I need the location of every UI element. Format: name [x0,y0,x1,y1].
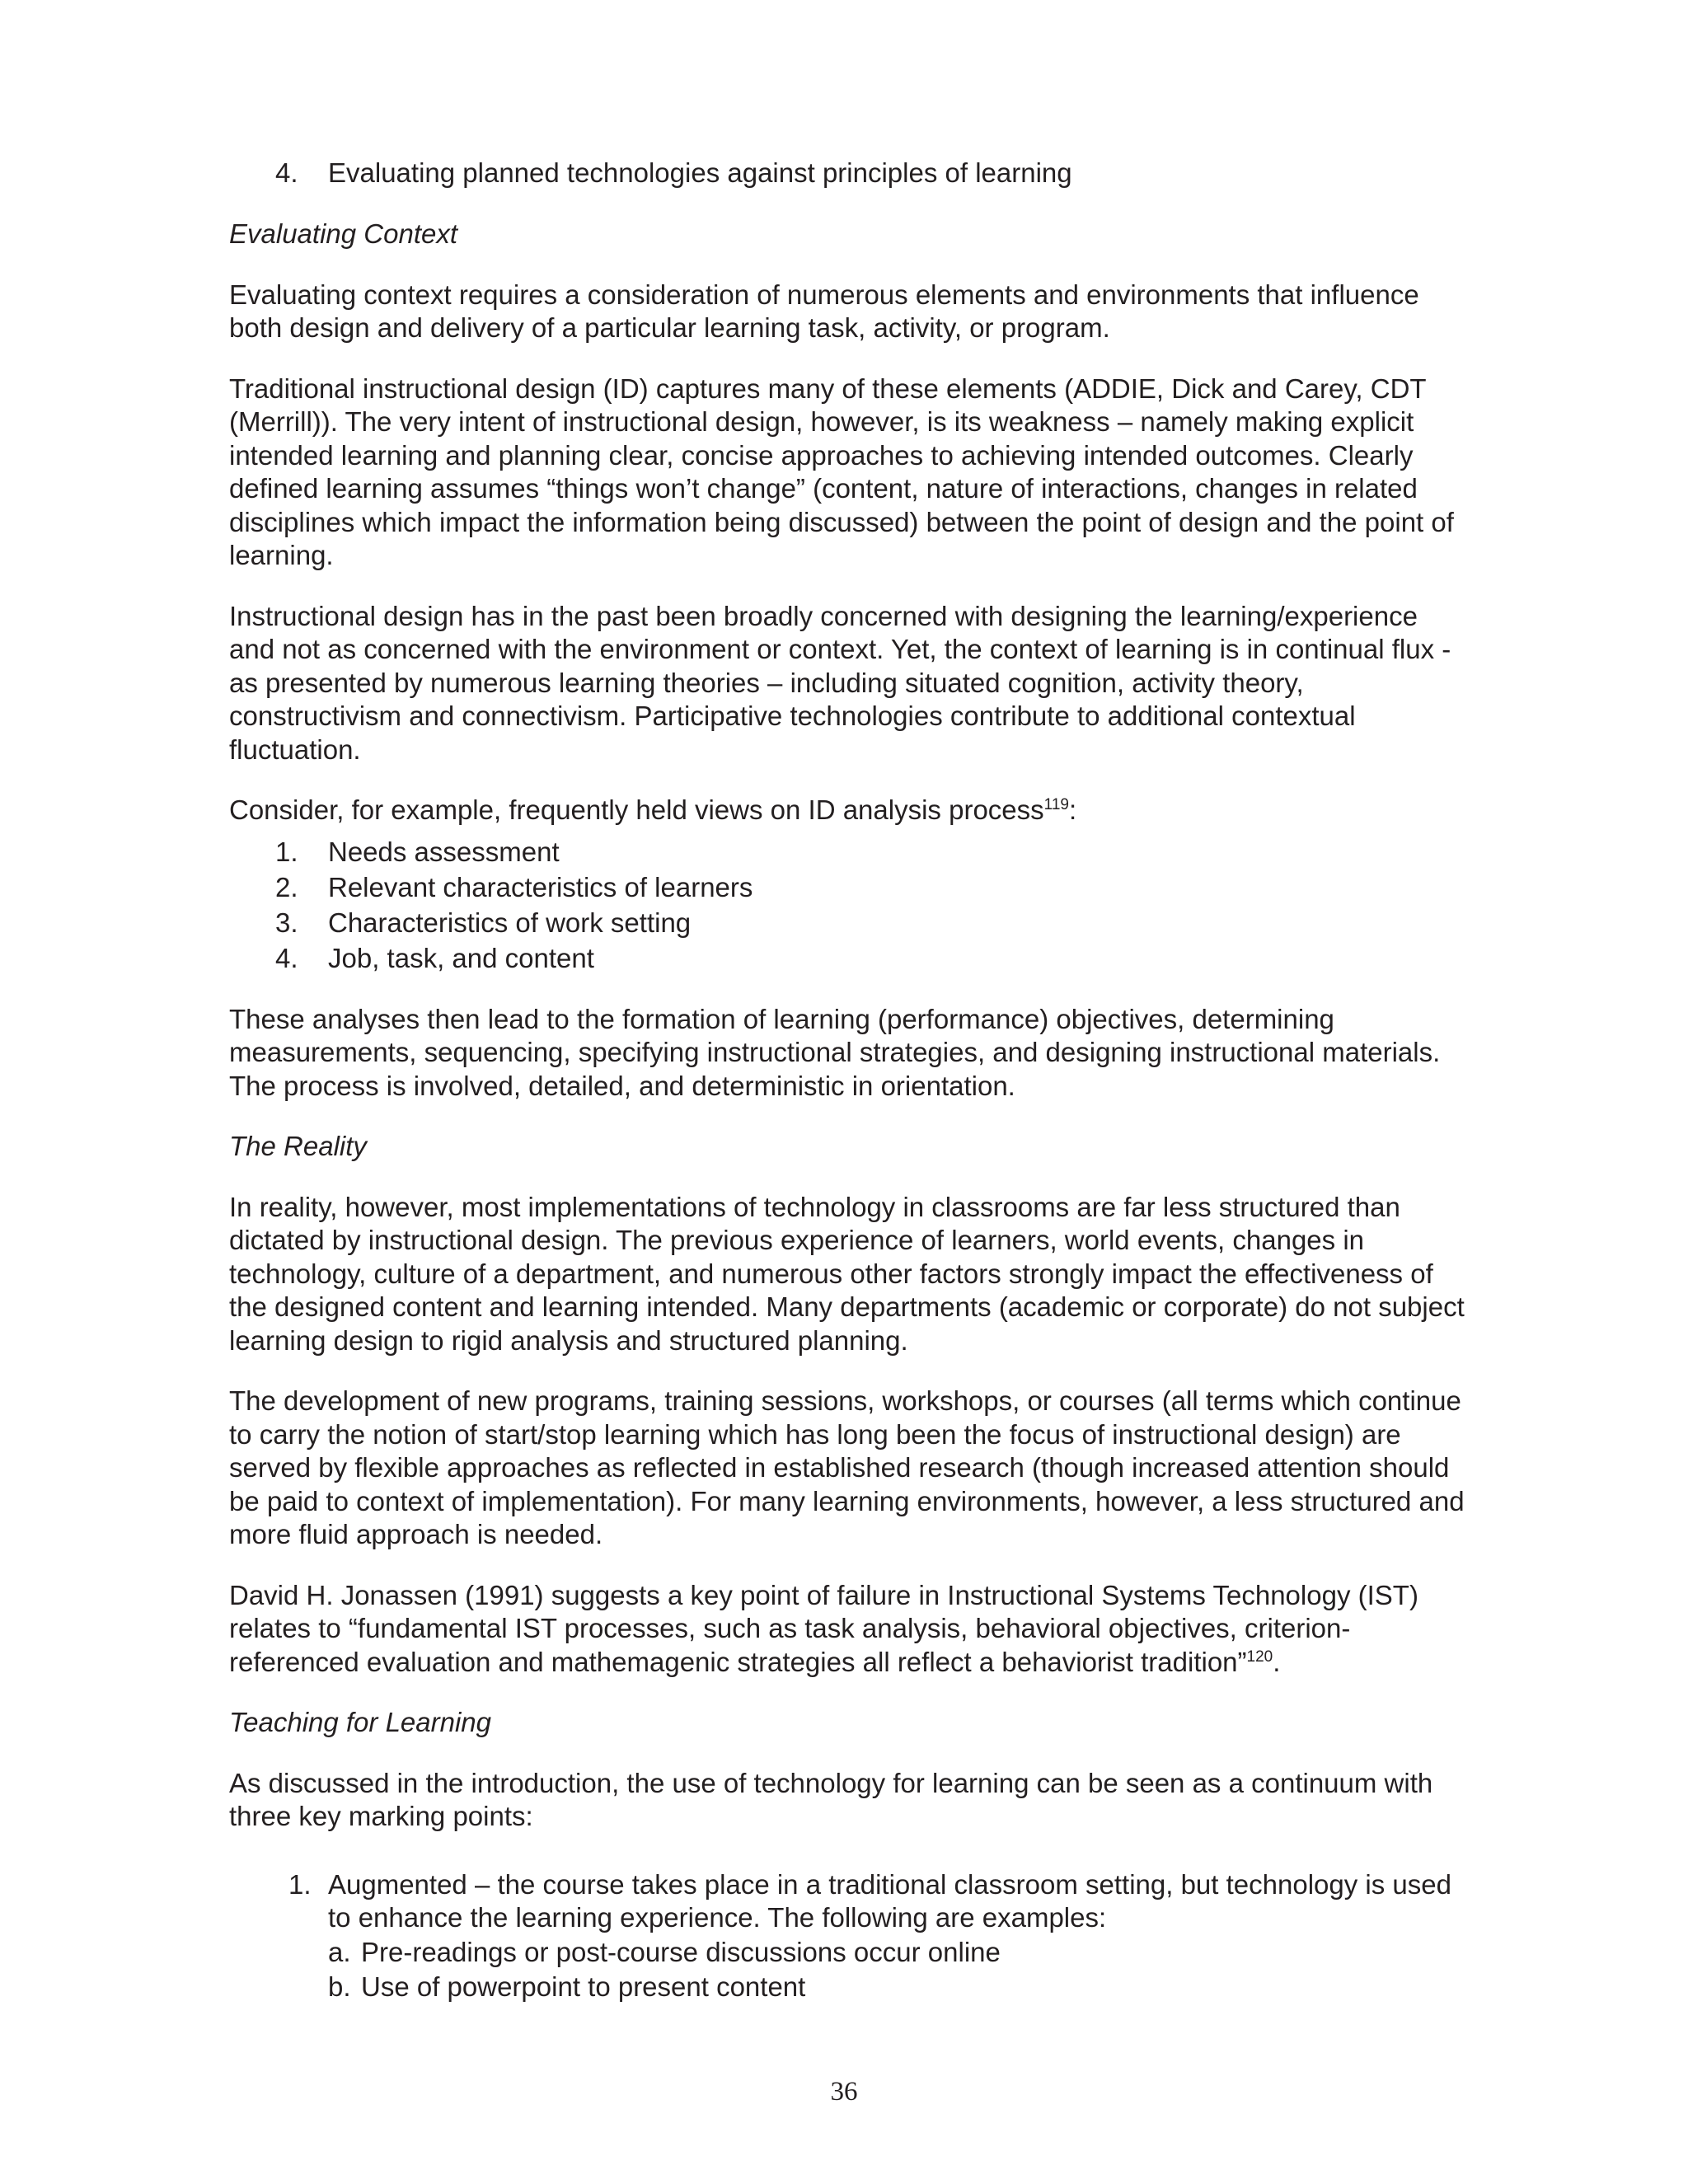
continuum-list [229,1868,1465,2004]
paragraph: Consider, for example, frequently held views on ID analysis process$^{119}$: [229,794,1077,825]
paragraph: Traditional instructional design (ID) captures many of these elements (ADDIE, Dick and Carey, CDT (Merrill)). The very intent of instructional design, however, is its weakness – namely making explicit intended learning and planning clear, concise approaches to achieving intended outcomes. Clearly defined learning assumes “things won’t change” (content, nature of interactions, changes in related disciplines which impact the information being discussed) between the point of design and the point of learning. [229,373,1454,570]
list-item: 4. Evaluating planned technologies against principles of learning [275,157,1072,188]
sub-list-item: b. Use of powerpoint to present content [328,1971,806,2002]
list-item: 3. Characteristics of work setting [275,907,692,938]
paragraph: As discussed in the introduction, the use of technology for learning can be seen as a continuum with three key marking points: [229,1767,1433,1831]
section-heading-the-reality: The Reality [229,1131,367,1161]
page-number: 36 [830,2077,858,2107]
list-item-text: Evaluating planned technologies against principles of learning [328,157,1072,188]
continued-list [229,155,1465,190]
section-heading-teaching-for-learning: Teaching for Learning [229,1707,492,1737]
paragraph: Evaluating context requires a consideration of numerous elements and environments that influence both design and delivery of a particular learning task, activity, or program. [229,279,1419,343]
paragraph: Instructional design has in the past been broadly concerned with designing the learning/experience and not as concerned with the environment or context. Yet, the context of learning is in continual flux - as presented by numerous learning theories – including situated cognition, activity theory, constructivism and connectivism. Participative technologies contribute to additional contextual fluctuation. [229,600,1451,765]
footnote-ref: 120 [1246,1647,1273,1666]
paragraph: David H. Jonassen (1991) suggests a key point of failure in Instructional Systems Technology (IST) relates to “fundamental IST processes, such as task analysis, behavioral objectives, criterion-referenced evaluation and mathemagenic strategies all reflect a behaviorist tradition”$^{120}$. [229,1579,1418,1677]
analysis-list [229,834,1465,976]
sub-list-item: a. Pre-readings or post-course discussions occur online [328,1936,1001,1967]
sub-list [328,1935,1465,2004]
paragraph: These analyses then lead to the formation of learning (performance) objectives, determining measurements, sequencing, specifying instructional strategies, and designing instructional materials. The process is involved, detailed, and deterministic in orientation. [229,1003,1441,1101]
list-item: 4. Job, task, and content [275,942,594,973]
list-item: 1. Augmented – the course takes place in a traditional classroom setting, but technology is used to enhance the learning experience. The following are examples: a. Pre-readings or post-course discussions occur online b. Use of powerpoint to present content [229,1868,1465,2004]
list-item: 2. Relevant characteristics of learners [275,871,753,902]
paragraph: In reality, however, most implementations of technology in classrooms are far less structured than dictated by instructional design. The previous experience of learners, world events, changes in technology, culture of a department, and numerous other factors strongly impact the effectiveness of the designed content and learning intended. Many departments (academic or corporate) do not subject learning design to rigid analysis and structured planning. [229,1191,1465,1356]
document-page [229,155,1465,2004]
footnote-ref: 119 [1043,796,1069,813]
paragraph: The development of new programs, training sessions, workshops, or courses (all terms which continue to carry the notion of start/stop learning which has long been the focus of instructional design) are served by flexible approaches as reflected in established research (though increased attention should be paid to context of implementation). For many learning environments, however, a less structured and more fluid approach is needed. [229,1385,1465,1549]
section-heading-evaluating-context: Evaluating Context [229,218,458,249]
list-item: 1. Needs assessment [275,836,560,867]
